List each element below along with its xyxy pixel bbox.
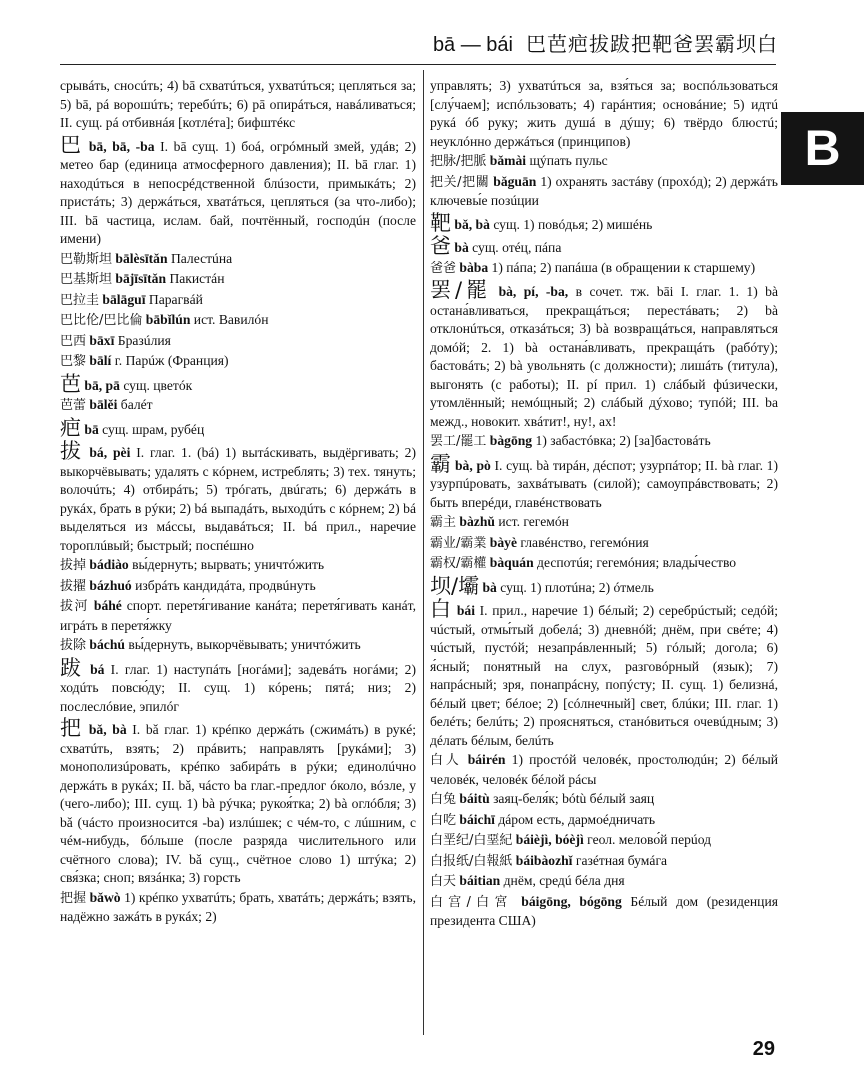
entry-headword: 坝/壩 — [430, 573, 480, 598]
running-header — [0, 28, 778, 62]
entry-pinyin: bàquán — [489, 555, 534, 570]
entry-definition: деспотúя; гегемóния; влады́чество — [537, 555, 737, 570]
entry-pinyin: bà, pò — [455, 457, 491, 473]
entry-pinyin: báirén — [467, 752, 506, 767]
dictionary-entry — [430, 852, 778, 872]
entry-definition: ист. Вавилóн — [193, 312, 269, 327]
entry-definition: Пакистáн — [169, 271, 225, 286]
entry-pinyin: bádiào — [89, 557, 129, 572]
entry-headword: 白兔 — [430, 792, 457, 807]
right-column — [430, 76, 778, 1031]
entry-headword: 霸业/霸業 — [430, 535, 487, 551]
entry-definition: геол. мелово́й перúод — [587, 832, 712, 847]
entry-headword: 白吃 — [430, 812, 457, 828]
entry-headword: 把关/把關 — [430, 174, 490, 190]
entry-headword: 白报纸/白報紙 — [430, 853, 513, 869]
dictionary-entry — [60, 332, 416, 352]
entry-headword: 拔河 — [60, 599, 89, 614]
entry-definition: I. bā сущ. 1) боá, огрóмный змей, удáв; 2) метео бар (единица атмосферного давления); II. bā глаг. 1) находúться в непосрéдственной блúзости, примыкáть; 2) пристáть; 3) держáться, хватáться, цеплятьcя (за что-либо); III. bā частица, ислам. бай, почтённый, господúн (после имени) — [60, 138, 416, 246]
entry-headword: 跋 — [60, 655, 84, 680]
dictionary-entry — [430, 597, 778, 750]
column-divider — [423, 70, 424, 1035]
entry-pinyin: báigōng, bógōng — [521, 893, 622, 909]
entry-pinyin: bázhuó — [89, 577, 132, 593]
entry-headword: 巴拉圭 — [60, 292, 100, 308]
dictionary-entry — [430, 554, 778, 574]
entry-headword: 疤 — [60, 415, 81, 440]
entry-headword: 白人 — [430, 753, 462, 768]
dictionary-entry — [430, 432, 778, 452]
entry-pinyin: bà — [454, 240, 469, 255]
dictionary-entry — [430, 173, 778, 211]
header-range: bā — bái — [432, 34, 513, 56]
entry-pinyin: bājīsītǎn — [115, 271, 167, 286]
entry-definition: I. прил., наречие 1) бéлый; 2) серебрúстый; седóй; чúстый, отмы́тый добелá; 3) дневнóй; днём, при свéте; 4) чúстый, пустóй; незапрáвленный; 5) гóлый; догола; 6) я́сный; понятный на слух, разговóрный (язык); 7) напрáсный; зря, понапрáсну, попýсту; II. сущ. 1) белизнá, бéлый цвет; бéлое; 2) [сóлнечный] свет, блúки; III. глаг. 1) белéть; белúть; 2) проясняться, станóвиться очевúдным; 3) дéлать бéлым, белúть — [430, 603, 778, 748]
entry-definition: I. глаг. 1. (bá) 1) вытáскивать, выдёргивать; 2) выкорчёвывать; удалять с кóрнем, истреблять; 3) тех. тянуть; волочúть; 4) отбирáть; 5) трóгать, двúгать; 6) держáть в рукáх, брать в рýки; 2) bá выпадáть, выходúть с кóрнем; 2) bá выделяться из мáссы, выдавáться; II. bá прил., наречие тороплúвый; быстрый; поспéшно — [60, 445, 416, 553]
dictionary-entry — [60, 250, 416, 270]
dictionary-entry — [60, 716, 416, 888]
dictionary-entry — [430, 811, 778, 831]
entry-headword: 巴 — [60, 132, 84, 157]
entry-headword: 巴比伦/巴比倫 — [60, 313, 143, 328]
entry-headword: 白宫/白宮 — [430, 894, 513, 910]
left-column — [60, 76, 416, 1031]
dictionary-entry — [60, 311, 416, 331]
entry-definition: балéт — [120, 397, 153, 412]
entry-pinyin: bà — [482, 579, 497, 595]
entry-headword: 白垩纪/白堊紀 — [430, 833, 513, 848]
entry-pinyin: bá, pèi — [89, 445, 131, 460]
entry-pinyin: bàgōng — [489, 433, 533, 448]
letter-tab: B — [781, 112, 864, 185]
entry-headword: 爸爸 — [430, 260, 457, 276]
entry-pinyin: bàzhǔ — [459, 514, 495, 529]
entry-definition: I. сущ. bà тирáн, дéспот; узурпáтор; II. bà глаг. 1) узурпúровать, захвáтывать (силой); самоупрáвствовать; 2) быть вперéди, главéнствовать — [430, 457, 778, 510]
entry-definition: Бéлый дом (резиденция президента США) — [430, 893, 778, 928]
entry-pinyin: bābǐlún — [145, 312, 191, 327]
entry-definition: 1) забастóвка; 2) [за]бастовáть — [535, 433, 711, 448]
entry-headword: 把握 — [60, 890, 87, 906]
entry-definition: спорт. перетя́гивание канáта; перетя́гивать канáт, игрáть в перетя́жку — [60, 598, 416, 633]
entry-definition: срывáть, сносúть; 4) bā схватúться, ухватúться; цеплятьcя за; 5) bā, pá ворошúть; теребúть; 6) pā опирáться, навáливаться; II. сущ. pá отбивнáя [котлéта]; бифштéкс — [60, 78, 416, 130]
entry-definition: 1) простóй человéк, простолюдúн; 2) бéлый человéк, человéк бéлой рáсы — [430, 752, 778, 787]
dictionary-entry — [60, 556, 416, 576]
dictionary-entry — [60, 270, 416, 290]
dictionary-entry — [430, 259, 778, 279]
entry-headword: 霸权/霸權 — [430, 556, 487, 571]
entry-definition: г. Парúж (Франция) — [114, 353, 229, 368]
entry-definition: в сочет. тж. bāi I. глаг. 1. 1) bà остана́вливаться, прекращáться; перестáвать; 2) bà отклонúться, отказáться; 3) bà возвращáться, направляться домóй; 2. 1) bà остана́вливать, прекращáть (рабóту); бастовáть; 2) bà увольнять (с должности); лишáть (титула), выгонять (с работы); II. pí прил. 1) слáбый фúзически, утомлённый; немóщный; 2) слáбый дýхово; тупóй; III. ba межд., новокит. хвáтит!, ну!, ах! — [430, 284, 778, 429]
entry-pinyin: bālèsītǎn — [115, 250, 168, 266]
entry-headword: 巴基斯坦 — [60, 272, 113, 287]
entry-definition: 1) охранять застáву (прохóд); 2) держáть ключевы́е позúции — [430, 173, 778, 208]
dictionary-entry — [430, 872, 778, 892]
entry-definition: Парагвáй — [148, 291, 203, 307]
entry-pinyin: báhé — [93, 598, 122, 613]
entry-definition: сущ. цветóк — [123, 377, 193, 393]
dictionary-entry — [430, 152, 778, 172]
entry-pinyin: bàyè — [489, 534, 517, 550]
page-number: 29 — [752, 1038, 775, 1060]
entry-headword: 把脉/把脈 — [430, 154, 487, 169]
dictionary-entry — [60, 655, 416, 717]
entry-pinyin: báibàozhǐ — [515, 852, 573, 868]
entry-definition: Палестúна — [170, 250, 233, 266]
entry-definition: Бразúлия — [117, 332, 171, 348]
entry-pinyin: bǎwò — [89, 889, 121, 905]
header-characters: 巴芭疤拔跋把靶爸罢霸坝白 — [526, 32, 778, 56]
entry-pinyin: báichī — [459, 811, 495, 827]
entry-pinyin: bālāguī — [102, 291, 146, 307]
entry-pinyin: báitian — [459, 873, 501, 888]
dictionary-entry — [60, 396, 416, 416]
entry-pinyin: bǎ, bà — [454, 216, 490, 232]
entry-definition: I. bǎ глаг. 1) крéпко держáть (сжимáть) в рукé; схватúть, взять; 2) прáвить; направлять [рукáми]; 3) монополизúровать, крéпко забирáть в рýки; единолúчно держáть в рукáх; II. bǎ, чáсто ba глаг.-предлог óколо, вóзле, у (чего-либо); III. сущ. 1) bà рýчка; рукоя́тка; 2) bà оглóбля; 3) bǎ (чáсто произносится -ba) излúшек; с чéм-то, с лúшним, с чéм-нибудь, бóльше (после разряда числительного или счётного слова); IV. bǎ сущ., счётное слово 1) штýка; 2) свя́зка; сноп; вязáнка; 3) горсть — [60, 722, 416, 885]
entry-pinyin: bà, pí, -ba, — [498, 284, 569, 299]
entry-headword: 爸 — [430, 234, 451, 258]
entry-pinyin: bàba — [459, 259, 489, 275]
entry-headword: 巴黎 — [60, 354, 87, 369]
entry-definition: щýпать пульс — [529, 153, 608, 168]
entry-definition: дáром есть, дармоéдничать — [498, 811, 656, 827]
dictionary-entry — [430, 534, 778, 554]
dictionary-entry — [60, 291, 416, 311]
entry-pinyin: bǎguān — [493, 173, 537, 189]
dictionary-entry — [60, 371, 416, 396]
entry-definition: заяц-беля́к; bótù бéлый заяц — [493, 791, 655, 806]
entry-pinyin: bǎmài — [489, 153, 527, 168]
dictionary-entry — [430, 77, 778, 151]
entry-headword: 靶 — [430, 210, 451, 235]
entry-headword: 巴西 — [60, 333, 87, 349]
entry-pinyin: bā, pā — [84, 377, 120, 393]
entry-pinyin: bái — [456, 603, 476, 618]
entry-definition: сущ. отéц, пáпа — [472, 240, 562, 255]
dictionary-entry — [430, 831, 778, 851]
entry-definition: газéтная бумáга — [575, 852, 668, 868]
entry-headword: 拔除 — [60, 638, 87, 653]
entry-headword: 巴勒斯坦 — [60, 251, 113, 267]
dictionary-entry — [430, 234, 778, 258]
entry-headword: 白 — [430, 597, 453, 621]
dictionary-entry — [430, 893, 778, 931]
entry-headword: 霸 — [430, 451, 452, 476]
entry-pinyin: bālí — [89, 353, 112, 368]
dictionary-entry — [430, 513, 778, 533]
dictionary-entry — [430, 451, 778, 513]
entry-definition: 1) пáпа; 2) папáша (в обращении к старшему) — [491, 259, 756, 275]
entry-pinyin: bālěi — [89, 397, 118, 412]
header-rule — [60, 64, 776, 65]
dictionary-entry — [60, 77, 416, 133]
entry-definition: 1) крéпко ухватúть; брать, хватáть; держáть; взять, надёжно зажáть в рукáх; 2) — [60, 889, 416, 924]
entry-headword: 芭蕾 — [60, 398, 87, 413]
entry-definition: ист. гегемóн — [498, 514, 569, 529]
dictionary-entry — [60, 597, 416, 635]
entry-pinyin: bá — [90, 661, 105, 677]
entry-definition: I. глаг. 1) наступáть [ногáми]; задевáть ногáми; 2) ходúть повсю́ду; II. сущ. 1) кóрень; пятá; низ; 2) послeслóвие, эпилóг — [60, 661, 416, 714]
entry-pinyin: bāxī — [89, 332, 115, 348]
entry-pinyin: bā — [84, 421, 99, 437]
entry-headword: 白天 — [430, 874, 457, 889]
dictionary-entry — [430, 278, 778, 431]
entry-headword: 拔掉 — [60, 558, 87, 573]
entry-pinyin: báchú — [89, 637, 125, 652]
entry-definition: сущ. 1) повóдья; 2) мишéнь — [493, 216, 653, 232]
entry-definition: днём, средú бéла дня — [503, 873, 625, 888]
dictionary-entry — [60, 889, 416, 927]
dictionary-entry — [60, 132, 416, 249]
entry-pinyin: bā, bā, -ba — [88, 138, 155, 154]
entry-pinyin: bǎ, bà — [88, 722, 127, 737]
dictionary-entry — [430, 573, 778, 598]
entry-definition: главéнство, гегемóния — [520, 534, 649, 550]
entry-headword: 罢/罷 — [430, 278, 492, 302]
entry-headword: 罢工/罷工 — [430, 434, 487, 449]
entry-pinyin: báitù — [459, 791, 490, 806]
entry-headword: 霸主 — [430, 515, 457, 530]
dictionary-entry — [60, 415, 416, 440]
entry-definition: сущ. шрам, рубéц — [102, 421, 205, 437]
entry-headword: 芭 — [60, 371, 81, 396]
entry-definition: управлять; 3) ухватúться за, взя́ться за; воспóльзоваться [слу́чаем]; испóльзовать; 4) гарáнтия; основáние; 5) идтú рукá óб руку; жить душá в дýшу; 6) твёрдо блюстú; неуклóнно держáться (принципов) — [430, 78, 778, 149]
entry-headword: 拔擢 — [60, 578, 87, 594]
entry-headword: 拔 — [60, 439, 84, 463]
entry-definition: избрáть кандидáта, продвúнуть — [135, 577, 316, 593]
entry-definition: сущ. 1) плотúна; 2) óтмель — [500, 579, 654, 595]
dictionary-entry — [430, 210, 778, 235]
entry-headword: 把 — [60, 716, 84, 740]
dictionary-entry — [60, 439, 416, 555]
dictionary-entry — [60, 636, 416, 656]
entry-definition: вы́дернуть, выкорчёвывать; уничтóжить — [128, 637, 361, 652]
entry-definition: вы́дернуть; вырвать; уничтóжить — [132, 557, 325, 572]
dictionary-entry — [430, 790, 778, 810]
dictionary-entry — [60, 577, 416, 597]
dictionary-entry — [60, 352, 416, 372]
dictionary-entry — [430, 751, 778, 789]
entry-pinyin: báièjì, bóèjì — [515, 832, 584, 847]
